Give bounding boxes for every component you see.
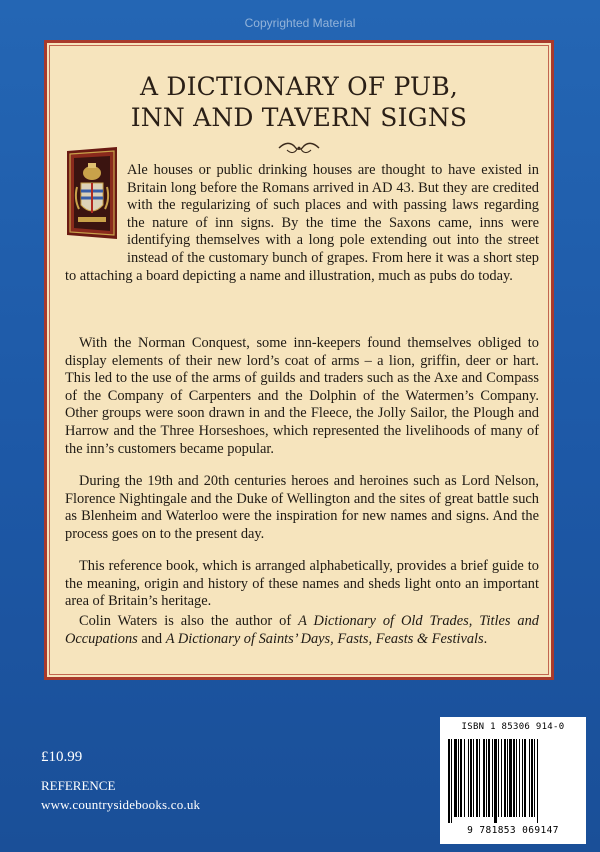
barcode-bar xyxy=(534,739,535,817)
barcode-bar xyxy=(473,739,474,817)
author-note-text-c: and xyxy=(137,630,166,647)
isbn-label: ISBN 1 85306 914-0 xyxy=(461,722,565,732)
author-note-text-e: . xyxy=(483,630,488,647)
barcode-bar xyxy=(524,739,526,817)
barcode-bar xyxy=(464,739,465,817)
barcode-bar xyxy=(498,739,499,817)
barcode-bar xyxy=(479,739,480,817)
publisher-website: www.countrysidebooks.co.uk xyxy=(41,797,201,812)
barcode-bar xyxy=(483,739,485,817)
scroll-flourish-icon xyxy=(277,141,321,155)
description-paragraph-4: This reference book, which is arranged alphabetically, provides a brief guide to the meaning, origin and history of these names and sheds light onto an important area of Britain’s heritage. xyxy=(65,558,539,610)
barcode-bar xyxy=(513,739,515,817)
barcode-bar xyxy=(494,739,497,823)
book-title xyxy=(47,71,551,133)
barcode-bar xyxy=(516,739,517,817)
description-paragraph-1 xyxy=(65,162,539,285)
barcode-icon xyxy=(446,739,580,823)
paragraph-1-text: Ale houses or public drinking houses are thought to have existed in Britain long before the Romans arrived in AD 43. But they are credited with the regularizing of such places and with passing laws regarding the nature of inn signs. By the time the Saxons came, inns were identifying themselves with a long pole extending out into the street instead of the customary bunch of grapes. From here it was a short step to attaching a board depicting a name and illustration, much as pubs do today. xyxy=(65,162,539,284)
barcode-bar xyxy=(504,739,506,817)
barcode-bar xyxy=(460,739,462,817)
sign-float-spacer xyxy=(65,162,127,250)
title-line-2: INN AND TAVERN SIGNS xyxy=(130,103,468,132)
description-paragraph-2: With the Norman Conquest, some inn-keepers found themselves obliged to display elements of their new lord’s coat of arms – a lion, griffin, deer or hart. This led to the use of the arms of guilds and traders such as the Axe and Compass of the Company of Carpenters and the Dolphin of the Watermen’s Company. Other groups were soon drawn in and the Fleece, the Jolly Sailor, the Plough and Harrow and the Three Horseshoes, which represented the livelihoods of many of the inn’s customers became popular. xyxy=(65,335,539,457)
barcode-bar xyxy=(519,739,520,817)
barcode-bar xyxy=(507,739,508,817)
barcode-bar xyxy=(531,739,533,817)
barcode-bar xyxy=(470,739,472,817)
barcode-bar xyxy=(468,739,469,817)
copyright-watermark: Copyrighted Material xyxy=(244,16,356,30)
book-title-old-trades: A Dictionary of Old Trades, Titles and Occupations xyxy=(65,613,539,647)
isbn-barcode-block xyxy=(440,717,586,844)
author-note-paragraph xyxy=(65,613,539,648)
barcode-bar xyxy=(522,739,523,817)
barcode-bar xyxy=(529,739,530,817)
barcode-bar xyxy=(476,739,478,817)
book-title-saints-days: A Dictionary of Saints’ Days, Fasts, Feasts & Festivals xyxy=(165,630,484,647)
description-panel xyxy=(44,40,554,680)
barcode-bar xyxy=(454,739,457,817)
barcode-bar xyxy=(458,739,459,817)
barcode-bar xyxy=(448,739,450,823)
title-line-1: A DICTIONARY OF PUB, xyxy=(139,72,459,101)
barcode-bar xyxy=(451,739,452,823)
category-label: REFERENCE xyxy=(41,778,116,793)
barcode-bar xyxy=(492,739,493,817)
ean-digits: 9 781853 069147 xyxy=(467,825,559,836)
barcode-bar xyxy=(509,739,512,817)
description-paragraph-3: During the 19th and 20th centuries heroes and heroines such as Lord Nelson, Florence Nightingale and the Duke of Wellington and the sites of great battle such as Blenheim and Waterloo were the inspiration for new names and signs. And the process goes on to the present day. xyxy=(65,473,539,542)
price-label: £10.99 xyxy=(41,749,83,765)
barcode-bar xyxy=(501,739,502,817)
barcode-bar xyxy=(488,739,490,817)
barcode-bar xyxy=(537,739,538,823)
barcode-bar xyxy=(486,739,487,817)
author-note-text-a: Colin Waters is also the author of xyxy=(79,613,299,629)
